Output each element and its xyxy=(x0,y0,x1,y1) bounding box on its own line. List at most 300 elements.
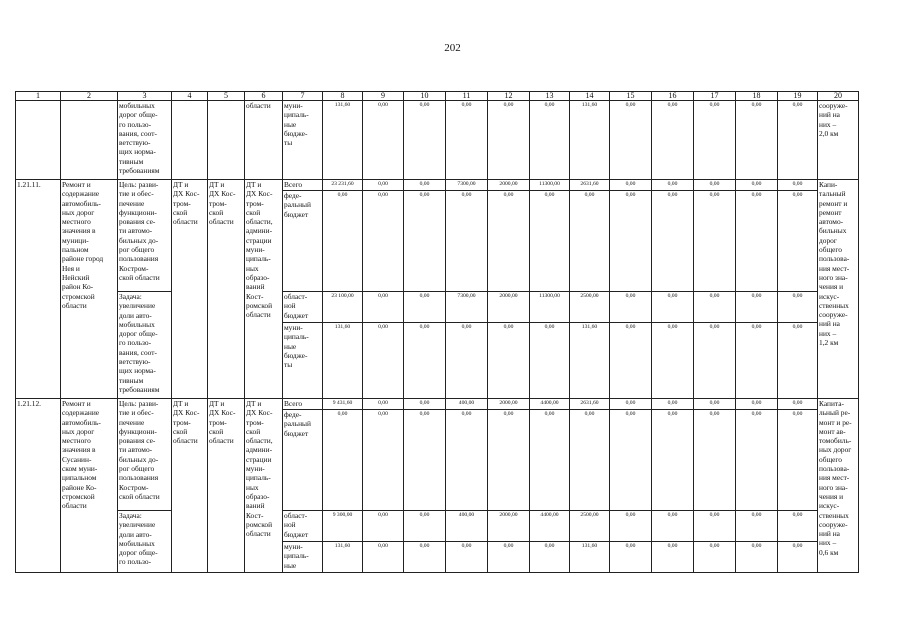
cell-measure-code xyxy=(16,180,61,399)
cell-value-col-9 xyxy=(363,542,404,573)
column-header-9 xyxy=(363,92,404,101)
cell-funding-source xyxy=(283,323,323,399)
cell-value-col-19-text: 0,00 xyxy=(792,293,803,299)
cell-value-col-17-text: 0,00 xyxy=(709,400,720,406)
cell-continuation-value-10-text: 0,00 xyxy=(419,102,430,108)
cell-value-col-18 xyxy=(736,191,778,292)
cell-value-col-12 xyxy=(488,323,530,399)
column-header-row xyxy=(16,92,859,101)
measure-1-21-12-row-1 xyxy=(16,399,859,410)
cell-value-col-9-text: 0,00 xyxy=(378,324,388,330)
cell-value-col-19-text: 0,00 xyxy=(792,192,803,198)
cell-value-col-13-text: 4400,00 xyxy=(540,512,559,518)
cell-value-col-18 xyxy=(736,399,778,410)
measure-1-21-11-row-3 xyxy=(16,292,859,323)
cell-continuation-value-9-text: 0,00 xyxy=(378,102,388,108)
column-header-14 xyxy=(570,92,610,101)
column-header-13-text: 13 xyxy=(545,91,554,100)
cell-value-col-16-text: 0,00 xyxy=(667,324,678,330)
cell-funding-source xyxy=(283,292,323,323)
cell-value-col-12 xyxy=(488,399,530,410)
cell-value-col-8-text: 23 100,00 xyxy=(331,293,354,299)
cell-value-col-14-text: 131,60 xyxy=(581,543,598,549)
cell-value-col-9-text: 0,00 xyxy=(378,293,388,299)
cell-value-col-10 xyxy=(404,323,446,399)
cell-value-col-13 xyxy=(530,292,570,323)
cell-continuation-goal-text: мобильных дорог обще- го пользо- вания, соот- ветствую- щих норма- тивным требованиям xyxy=(119,101,160,176)
cell-value-col-9 xyxy=(363,180,404,191)
column-header-6 xyxy=(245,92,283,101)
column-header-8 xyxy=(323,92,363,101)
cell-value-col-8 xyxy=(323,410,363,511)
cell-value-col-8-text: 131,60 xyxy=(334,543,351,549)
cell-value-col-8-text: 131,60 xyxy=(334,324,351,330)
cell-value-col-13 xyxy=(530,542,570,573)
column-header-15 xyxy=(610,92,652,101)
cell-value-col-10-text: 0,00 xyxy=(419,324,430,330)
column-header-19-text: 19 xyxy=(793,91,802,100)
cell-value-col-16 xyxy=(652,410,694,511)
cell-value-col-8 xyxy=(323,511,363,542)
cell-responsible-a-text: ДТ и ДХ Кос- тром- ской области xyxy=(173,180,200,227)
column-header-18-text: 18 xyxy=(752,91,761,100)
cell-value-col-12-text: 0,00 xyxy=(503,192,514,198)
cell-continuation-value-8-text: 131,60 xyxy=(334,102,351,108)
cell-value-col-15-text: 0,00 xyxy=(625,192,636,198)
cell-responsible-b-text: ДТ и ДХ Кос- тром- ской области xyxy=(209,180,236,227)
cell-value-col-18 xyxy=(736,180,778,191)
cell-value-col-15 xyxy=(610,511,652,542)
cell-value-col-19 xyxy=(778,542,818,573)
cell-funding-source-text: муни- ципаль- ные xyxy=(284,542,309,570)
cell-continuation-value-15-text: 0,00 xyxy=(625,102,636,108)
cell-value-col-19 xyxy=(778,399,818,410)
cell-value-col-16-text: 0,00 xyxy=(667,543,678,549)
cell-value-col-9 xyxy=(363,191,404,292)
cell-value-col-13 xyxy=(530,323,570,399)
page-number: 202 xyxy=(444,42,461,54)
cell-value-col-13 xyxy=(530,511,570,542)
cell-value-col-18-text: 0,00 xyxy=(751,192,762,198)
cell-value-col-11-text: 0,00 xyxy=(461,324,472,330)
cell-value-col-19 xyxy=(778,323,818,399)
cell-value-col-10-text: 0,00 xyxy=(419,543,430,549)
cell-value-col-16 xyxy=(652,511,694,542)
cell-continuation-col1 xyxy=(16,101,61,180)
column-header-4-text: 4 xyxy=(187,91,192,100)
cell-value-col-12-text: 0,00 xyxy=(503,324,514,330)
cell-responsible-b-text: ДТ и ДХ Кос- тром- ской области xyxy=(209,399,236,446)
cell-value-col-17 xyxy=(694,399,736,410)
cell-continuation-source xyxy=(283,101,323,180)
cell-executor-text: ДТ и ДХ Кос- тром- ской области, админи- страции муни- ципаль- ных образо- ваний Кост- ромской области xyxy=(246,180,273,320)
cell-executor-text: ДТ и ДХ Кос- тром- ской области, админи- страции муни- ципаль- ных образо- ваний Кост- ромской области xyxy=(246,399,273,539)
cell-value-col-17 xyxy=(694,410,736,511)
cell-value-col-15-text: 0,00 xyxy=(625,543,636,549)
cell-value-col-17-text: 0,00 xyxy=(709,324,720,330)
cell-value-col-15-text: 0,00 xyxy=(625,512,636,518)
cell-responsible-a xyxy=(172,180,208,399)
cell-value-col-17-text: 0,00 xyxy=(709,181,720,187)
cell-value-col-10-text: 0,00 xyxy=(419,192,430,198)
cell-value-col-9-text: 0,00 xyxy=(378,512,388,518)
cell-continuation-value-18-text: 0,00 xyxy=(751,102,762,108)
cell-value-col-13 xyxy=(530,180,570,191)
cell-value-col-9-text: 0,00 xyxy=(378,192,388,198)
cell-value-col-16-text: 0,00 xyxy=(667,181,678,187)
cell-value-col-19 xyxy=(778,511,818,542)
cell-value-col-17 xyxy=(694,542,736,573)
cell-value-col-10 xyxy=(404,191,446,292)
cell-continuation-value-16 xyxy=(652,101,694,180)
cell-value-col-14-text: 2500,00 xyxy=(580,293,599,299)
cell-continuation-value-9 xyxy=(363,101,404,180)
cell-value-col-12 xyxy=(488,191,530,292)
cell-value-col-19-text: 0,00 xyxy=(792,400,803,406)
cell-value-col-15-text: 0,00 xyxy=(625,411,636,417)
cell-value-col-11-text: 0,00 xyxy=(461,192,472,198)
cell-value-col-16-text: 0,00 xyxy=(667,192,678,198)
cell-value-col-9 xyxy=(363,292,404,323)
cell-measure-name xyxy=(61,180,118,399)
cell-value-col-8 xyxy=(323,542,363,573)
cell-continuation-value-16-text: 0,00 xyxy=(667,102,678,108)
cell-continuation-value-13-text: 0,00 xyxy=(544,102,555,108)
cell-measure-name xyxy=(61,399,118,573)
cell-funding-source xyxy=(283,511,323,542)
column-header-13 xyxy=(530,92,570,101)
cell-value-col-10 xyxy=(404,399,446,410)
cell-value-col-11-text: 7300,00 xyxy=(457,293,476,299)
cell-funding-source-text: феде- ральный бюджет xyxy=(284,410,311,438)
column-header-3 xyxy=(118,92,172,101)
cell-result xyxy=(818,180,859,399)
cell-value-col-9-text: 0,00 xyxy=(378,543,388,549)
cell-value-col-18-text: 0,00 xyxy=(751,293,762,299)
cell-value-col-17-text: 0,00 xyxy=(709,411,720,417)
cell-value-col-17 xyxy=(694,292,736,323)
cell-value-col-14 xyxy=(570,180,610,191)
column-header-8-text: 8 xyxy=(340,91,345,100)
cell-value-col-14-text: 0,00 xyxy=(584,192,595,198)
cell-funding-source xyxy=(283,542,323,573)
cell-value-col-10-text: 0,00 xyxy=(419,293,430,299)
cell-value-col-15 xyxy=(610,399,652,410)
cell-funding-source-text: област- ной бюджет xyxy=(284,511,309,539)
cell-value-col-10-text: 0,00 xyxy=(419,400,430,406)
cell-value-col-9-text: 0,00 xyxy=(378,411,388,417)
cell-value-col-9 xyxy=(363,410,404,511)
cell-value-col-12 xyxy=(488,180,530,191)
cell-value-col-15-text: 0,00 xyxy=(625,400,636,406)
cell-value-col-9-text: 0,00 xyxy=(378,181,388,187)
cell-value-col-15-text: 0,00 xyxy=(625,324,636,330)
cell-value-col-10 xyxy=(404,410,446,511)
cell-value-col-14 xyxy=(570,542,610,573)
cell-value-col-8 xyxy=(323,399,363,410)
cell-value-col-13-text: 11300,00 xyxy=(539,181,560,187)
financing-table xyxy=(15,91,859,573)
cell-continuation-col5 xyxy=(208,101,245,180)
cell-continuation-value-14-text: 131,60 xyxy=(581,102,598,108)
column-header-15-text: 15 xyxy=(626,91,635,100)
cell-measure-code xyxy=(16,399,61,573)
column-header-10-text: 10 xyxy=(420,91,429,100)
cell-value-col-13-text: 0,00 xyxy=(544,411,555,417)
column-header-11 xyxy=(446,92,488,101)
cell-continuation-value-18 xyxy=(736,101,778,180)
cell-funding-source-text: Всего xyxy=(284,399,303,408)
cell-value-col-13-text: 0,00 xyxy=(544,324,555,330)
cell-value-col-19-text: 0,00 xyxy=(792,324,803,330)
cell-continuation-value-11 xyxy=(446,101,488,180)
cell-value-col-19 xyxy=(778,292,818,323)
cell-value-col-16 xyxy=(652,542,694,573)
column-header-4 xyxy=(172,92,208,101)
cell-value-col-9-text: 0,00 xyxy=(378,400,388,406)
cell-value-col-13-text: 0,00 xyxy=(544,543,555,549)
cell-value-col-10-text: 0,00 xyxy=(419,512,430,518)
cell-value-col-10-text: 0,00 xyxy=(419,411,430,417)
cell-result-text: Капита- льный ре- монт и ре- монт ав- томобиль- ных дорог общего пользова- ния мест- ного зна- чения и искус- ственных сооруже- ний на них – 0,6 км xyxy=(819,399,852,557)
cell-continuation-result xyxy=(818,101,859,180)
cell-value-col-16-text: 0,00 xyxy=(667,293,678,299)
column-header-17 xyxy=(694,92,736,101)
cell-value-col-11 xyxy=(446,410,488,511)
cell-value-col-12-text: 0,00 xyxy=(503,411,514,417)
cell-responsible-a xyxy=(172,399,208,573)
cell-value-col-17 xyxy=(694,323,736,399)
cell-value-col-15-text: 0,00 xyxy=(625,293,636,299)
measure-1-21-12-row-3 xyxy=(16,511,859,542)
column-header-16 xyxy=(652,92,694,101)
cell-value-col-9 xyxy=(363,323,404,399)
cell-continuation-value-13 xyxy=(530,101,570,180)
cell-value-col-14 xyxy=(570,292,610,323)
cell-value-col-14-text: 0,00 xyxy=(584,411,595,417)
cell-value-col-18 xyxy=(736,410,778,511)
cell-value-col-12-text: 2000,00 xyxy=(499,400,518,406)
column-header-10 xyxy=(404,92,446,101)
cell-value-col-8-text: 0,00 xyxy=(337,192,348,198)
cell-value-col-10-text: 0,00 xyxy=(419,181,430,187)
column-header-3-text: 3 xyxy=(142,91,147,100)
cell-value-col-18-text: 0,00 xyxy=(751,324,762,330)
cell-measure-name-text: Ремонт и содержание автомобиль- ных дорог местного значения в муници- пальном районе город Нея и Нейский район Ко- стромской области xyxy=(62,180,104,310)
column-header-20 xyxy=(818,92,859,101)
cell-value-col-14 xyxy=(570,323,610,399)
cell-funding-source xyxy=(283,191,323,292)
cell-continuation-value-17-text: 0,00 xyxy=(709,102,720,108)
cell-value-col-15 xyxy=(610,410,652,511)
column-header-17-text: 17 xyxy=(710,91,719,100)
cell-continuation-value-12-text: 0,00 xyxy=(503,102,514,108)
cell-value-col-18 xyxy=(736,542,778,573)
cell-responsible-b xyxy=(208,180,245,399)
cell-continuation-col4 xyxy=(172,101,208,180)
column-header-11-text: 11 xyxy=(462,91,471,100)
cell-value-col-8 xyxy=(323,292,363,323)
cell-value-col-12 xyxy=(488,542,530,573)
cell-continuation-goal xyxy=(118,101,172,180)
cell-value-col-11 xyxy=(446,292,488,323)
cell-measure-name-text: Ремонт и содержание автомобиль- ных дорог местного значения в Сусанин- ском муни- ципальном районе Ко- стромской области xyxy=(62,399,101,511)
cell-value-col-15 xyxy=(610,323,652,399)
column-header-7-text: 7 xyxy=(300,91,305,100)
cell-value-col-19 xyxy=(778,191,818,292)
cell-value-col-18 xyxy=(736,511,778,542)
cell-value-col-11 xyxy=(446,399,488,410)
column-header-16-text: 16 xyxy=(668,91,677,100)
cell-value-col-16 xyxy=(652,191,694,292)
cell-value-col-13-text: 11300,00 xyxy=(539,293,560,299)
cell-value-col-19-text: 0,00 xyxy=(792,181,803,187)
cell-value-col-18-text: 0,00 xyxy=(751,411,762,417)
cell-funding-source-text: феде- ральный бюджет xyxy=(284,191,311,219)
cell-funding-source xyxy=(283,399,323,410)
cell-value-col-19-text: 0,00 xyxy=(792,543,803,549)
cell-continuation-col2 xyxy=(61,101,118,180)
cell-value-col-16 xyxy=(652,323,694,399)
cell-value-col-15-text: 0,00 xyxy=(625,181,636,187)
cell-value-col-8 xyxy=(323,180,363,191)
cell-value-col-11 xyxy=(446,542,488,573)
cell-value-col-17 xyxy=(694,511,736,542)
cell-value-col-13-text: 4400,00 xyxy=(540,400,559,406)
cell-value-col-11 xyxy=(446,191,488,292)
cell-value-col-8-text: 23 231,60 xyxy=(331,181,354,187)
cell-value-col-11-text: 0,00 xyxy=(461,411,472,417)
cell-value-col-14-text: 2631,60 xyxy=(580,181,599,187)
cell-value-col-17 xyxy=(694,180,736,191)
cell-value-col-15 xyxy=(610,191,652,292)
cell-continuation-executor xyxy=(245,101,283,180)
cell-value-col-17-text: 0,00 xyxy=(709,543,720,549)
cell-continuation-value-17 xyxy=(694,101,736,180)
cell-measure-code-text: 1.21.11. xyxy=(17,180,41,189)
column-header-14-text: 14 xyxy=(585,91,594,100)
cell-continuation-value-15 xyxy=(610,101,652,180)
column-header-12 xyxy=(488,92,530,101)
cell-value-col-18 xyxy=(736,323,778,399)
cell-value-col-14 xyxy=(570,511,610,542)
cell-measure-goal-text: Цель: разви- тие и обес- печение функциони- рования се- ти автомо- бильных до- рог общего пользования Костром- ской области xyxy=(119,399,160,501)
cell-responsible-b xyxy=(208,399,245,573)
cell-value-col-18 xyxy=(736,292,778,323)
cell-measure-goal xyxy=(118,399,172,511)
cell-value-col-10 xyxy=(404,511,446,542)
cell-result xyxy=(818,399,859,573)
column-header-5-text: 5 xyxy=(224,91,228,100)
cell-funding-source-text: Всего xyxy=(284,180,303,189)
cell-value-col-8-text: 9 431,60 xyxy=(332,400,353,406)
cell-value-col-17-text: 0,00 xyxy=(709,293,720,299)
cell-continuation-result-text: сооруже- ний на них – 2,0 км xyxy=(819,101,848,138)
cell-value-col-12-text: 2000,00 xyxy=(499,512,518,518)
cell-value-col-11-text: 0,00 xyxy=(461,543,472,549)
cell-value-col-13 xyxy=(530,399,570,410)
cell-value-col-9 xyxy=(363,399,404,410)
cell-value-col-15 xyxy=(610,542,652,573)
measure-1-21-11-row-1 xyxy=(16,180,859,191)
cell-value-col-19 xyxy=(778,410,818,511)
cell-value-col-16 xyxy=(652,292,694,323)
cell-value-col-15 xyxy=(610,292,652,323)
cell-value-col-17-text: 0,00 xyxy=(709,192,720,198)
cell-executor xyxy=(245,180,283,399)
cell-funding-source xyxy=(283,180,323,191)
cell-value-col-16 xyxy=(652,180,694,191)
cell-value-col-15 xyxy=(610,180,652,191)
cell-value-col-8-text: 9 300,00 xyxy=(332,512,353,518)
cell-executor xyxy=(245,399,283,573)
cell-value-col-16-text: 0,00 xyxy=(667,512,678,518)
cell-responsible-a-text: ДТ и ДХ Кос- тром- ской области xyxy=(173,399,200,446)
cell-funding-source-text: област- ной бюджет xyxy=(284,292,309,320)
cell-value-col-14-text: 131,60 xyxy=(581,324,598,330)
cell-value-col-14 xyxy=(570,410,610,511)
cell-value-col-8 xyxy=(323,323,363,399)
cell-value-col-12 xyxy=(488,410,530,511)
cell-value-col-8 xyxy=(323,191,363,292)
cell-measure-goal xyxy=(118,180,172,292)
cell-value-col-14-text: 2631,60 xyxy=(580,400,599,406)
cell-continuation-value-8 xyxy=(323,101,363,180)
cell-value-col-9 xyxy=(363,511,404,542)
cell-value-col-19-text: 0,00 xyxy=(792,512,803,518)
cell-value-col-14 xyxy=(570,399,610,410)
cell-value-col-12-text: 0,00 xyxy=(503,543,514,549)
column-header-1 xyxy=(16,92,61,101)
cell-value-col-18-text: 0,00 xyxy=(751,400,762,406)
cell-value-col-13-text: 0,00 xyxy=(544,192,555,198)
cell-continuation-value-19 xyxy=(778,101,818,180)
cell-value-col-12-text: 2000,00 xyxy=(499,181,518,187)
cell-continuation-value-11-text: 0,00 xyxy=(461,102,472,108)
cell-value-col-18-text: 0,00 xyxy=(751,543,762,549)
cell-value-col-12 xyxy=(488,511,530,542)
column-header-12-text: 12 xyxy=(504,91,513,100)
cell-value-col-11 xyxy=(446,323,488,399)
cell-measure-task-text: Задача: увеличение доли авто- мобильных дорог обще- го пользо- xyxy=(119,511,158,567)
cell-value-col-11-text: 7300,00 xyxy=(457,181,476,187)
cell-value-col-14 xyxy=(570,191,610,292)
cell-value-col-11-text: 400,00 xyxy=(458,400,475,406)
cell-value-col-13 xyxy=(530,191,570,292)
cell-value-col-10 xyxy=(404,292,446,323)
cell-value-col-14-text: 2500,00 xyxy=(580,512,599,518)
cell-continuation-value-10 xyxy=(404,101,446,180)
column-header-7 xyxy=(283,92,323,101)
cell-funding-source xyxy=(283,410,323,511)
cell-value-col-17-text: 0,00 xyxy=(709,512,720,518)
cell-value-col-12 xyxy=(488,292,530,323)
cell-value-col-19-text: 0,00 xyxy=(792,411,803,417)
cell-continuation-executor-text: области xyxy=(246,101,271,110)
column-header-19 xyxy=(778,92,818,101)
cell-value-col-12-text: 2000,00 xyxy=(499,293,518,299)
cell-continuation-source-text: муни- ципаль- ные бюдже- ты xyxy=(284,101,309,148)
cell-value-col-18-text: 0,00 xyxy=(751,512,762,518)
cell-value-col-13 xyxy=(530,410,570,511)
cell-continuation-value-19-text: 0,00 xyxy=(792,102,803,108)
cell-measure-task-text: Задача: увеличение доли авто- мобильных дорог обще- го пользо- вания, соот- ветствую- щих норма- тивным требованиям xyxy=(119,292,160,394)
cell-measure-goal-text: Цель: разви- тие и обес- печение функциони- рования се- ти автомо- бильных до- рог общего пользования Костром- ской области xyxy=(119,180,160,282)
column-header-9-text: 9 xyxy=(381,91,385,100)
column-header-18 xyxy=(736,92,778,101)
cell-measure-task xyxy=(118,292,172,399)
cell-value-col-19 xyxy=(778,180,818,191)
